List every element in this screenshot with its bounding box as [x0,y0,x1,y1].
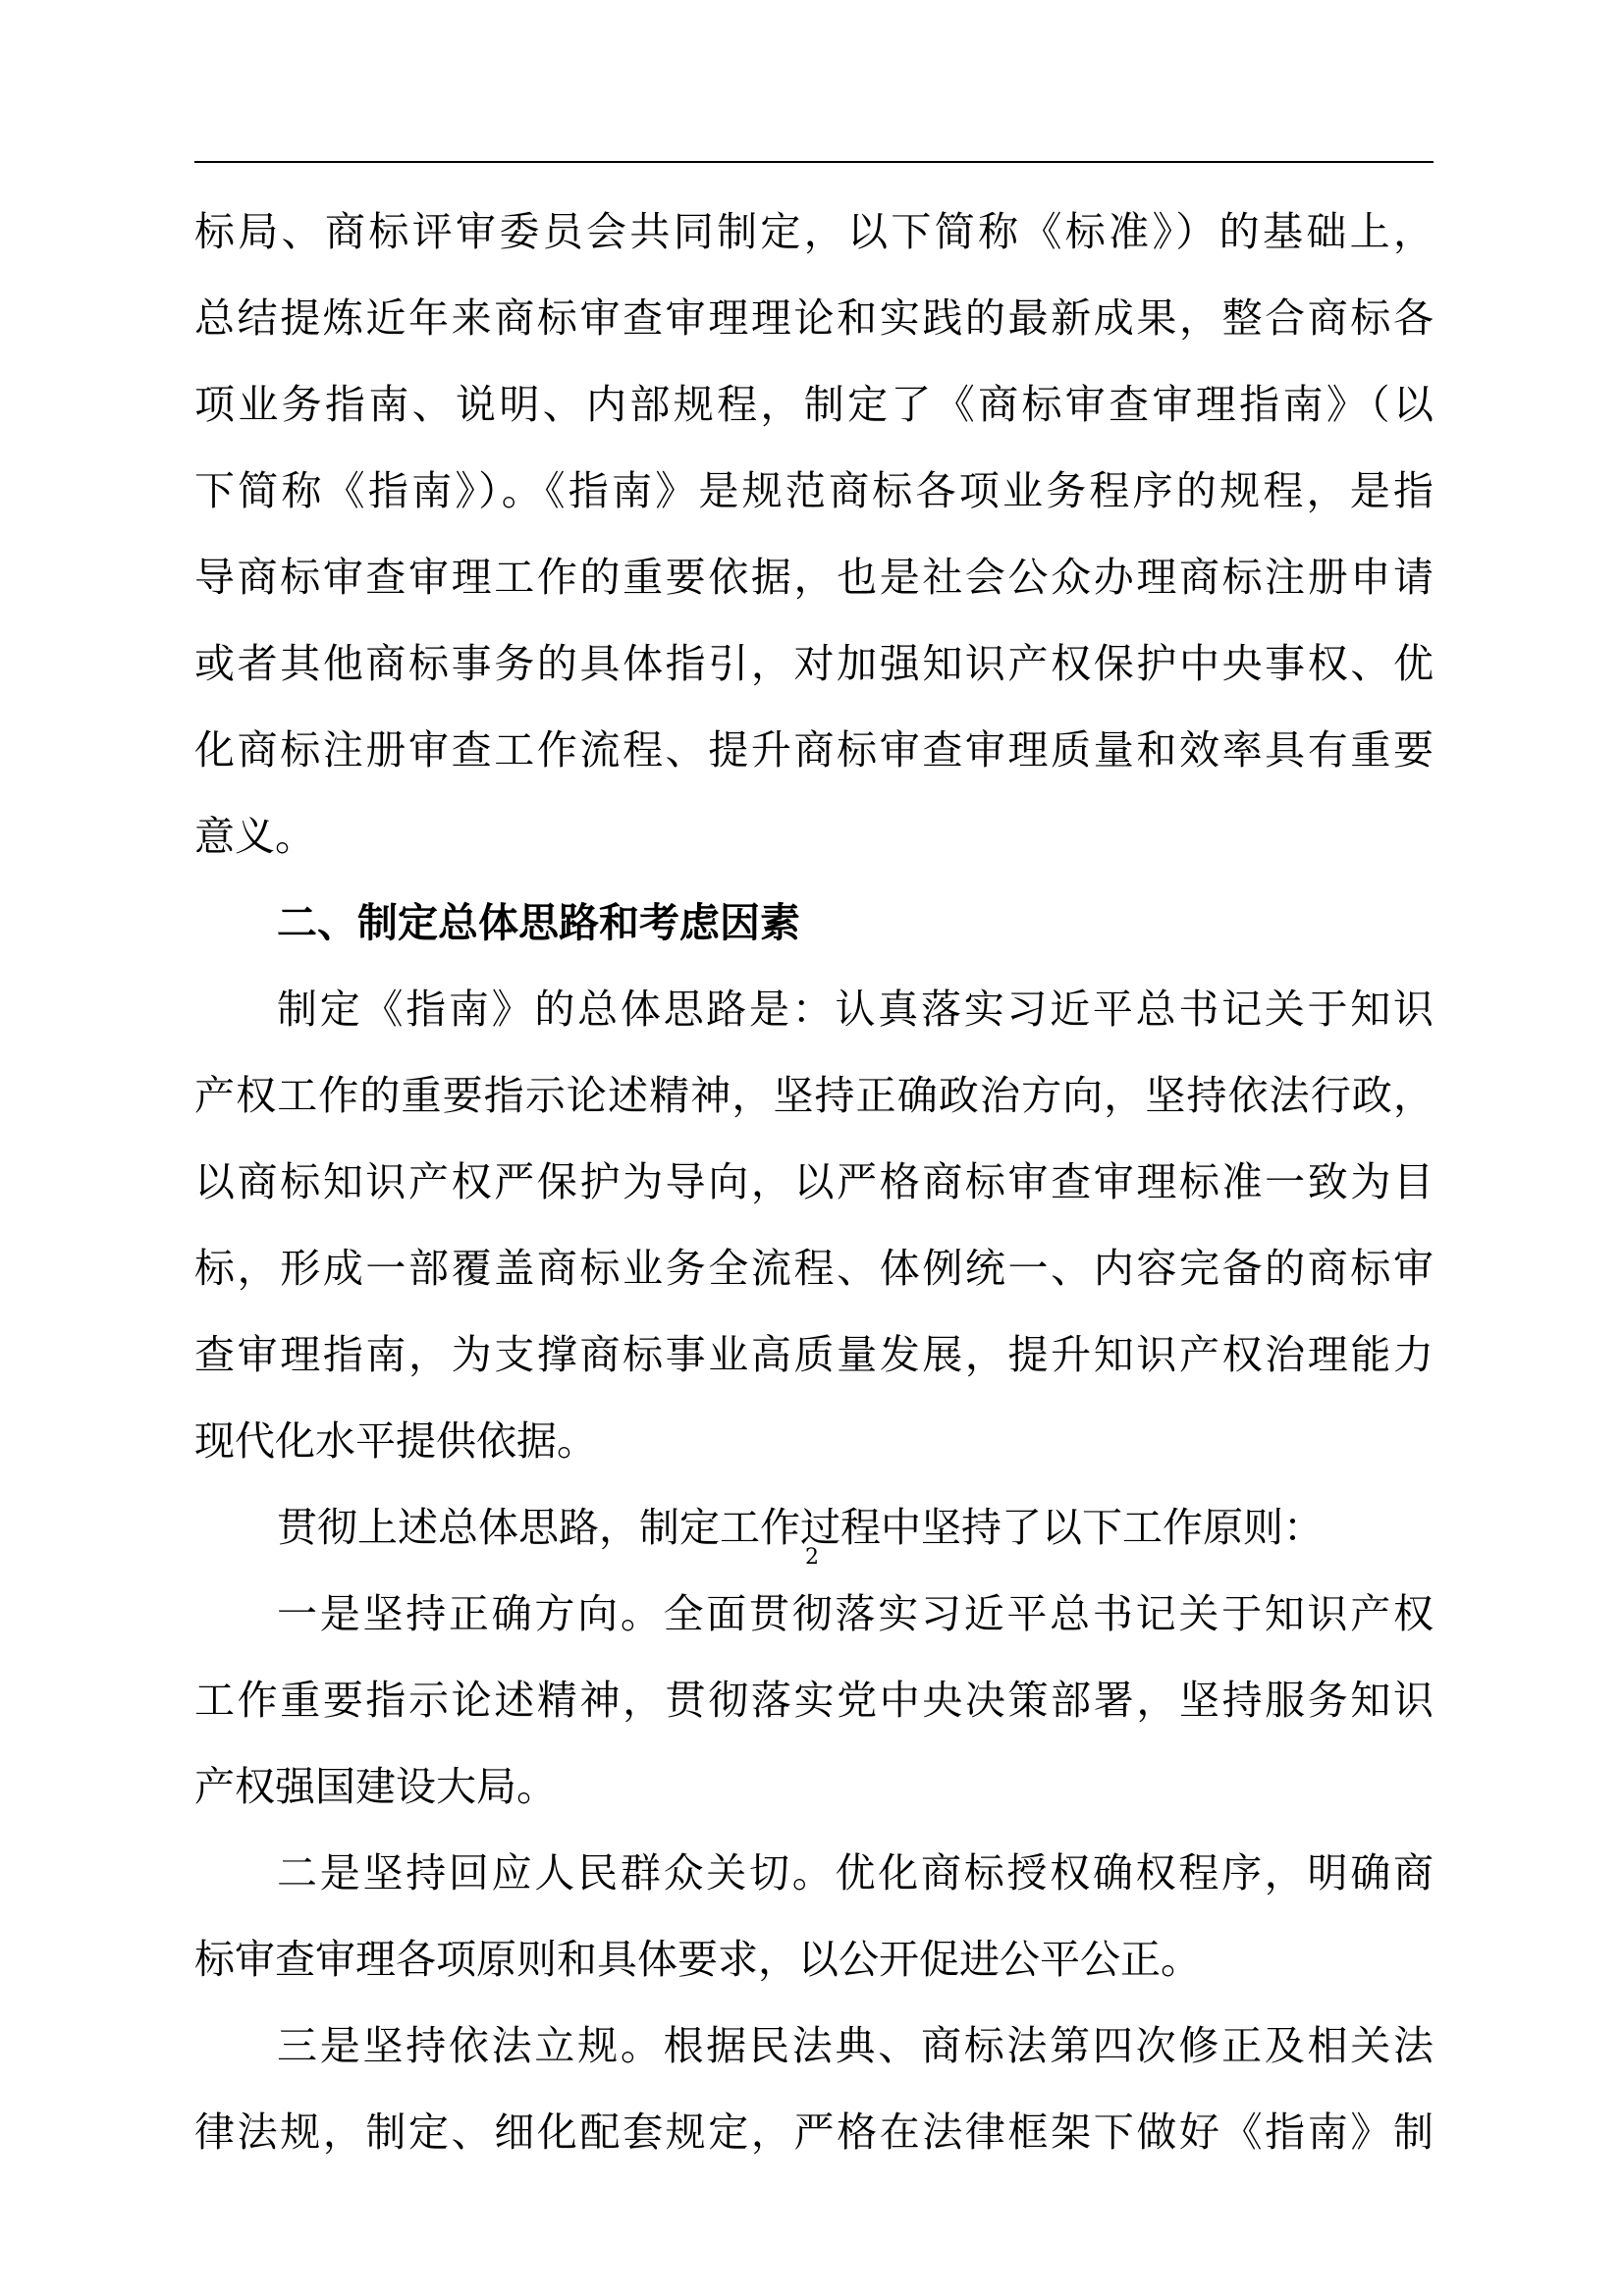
text-line: 以商标知识产权严保护为导向，以严格商标审查审理标准一致为目 [194,1158,1434,1205]
text-line: 一是坚持正确方向。全面贯彻落实习近平总书记关于知识产权 [277,1590,1434,1637]
text-line: 意义。 [194,813,315,860]
text-line: 标审查审理各项原则和具体要求，以公开促进公平公正。 [194,1936,1201,1983]
text-line: 二是坚持回应人民群众关切。优化商标授权确权程序，明确商 [277,1849,1434,1896]
text-line: 制定《指南》的总体思路是：认真落实习近平总书记关于知识 [277,986,1434,1033]
text-line: 工作重要指示论述精神，贯彻落实党中央决策部署，坚持服务知识 [194,1677,1434,1724]
text-line: 标局、商标评审委员会共同制定，以下简称《标准》）的基础上， [194,208,1434,255]
text-line: 三是坚持依法立规。根据民法典、商标法第四次修正及相关法 [277,2022,1434,2069]
text-line: 总结提炼近年来商标审查审理理论和实践的最新成果，整合商标各 [194,294,1434,342]
section-heading: 二、制定总体思路和考虑因素 [277,899,800,946]
document-body [194,188,1434,2175]
text-line: 产权强国建设大局。 [194,1763,557,1810]
text-line: 现代化水平提供依据。 [194,1417,597,1465]
page-number: 2 [805,1545,819,1570]
header-rule [194,161,1434,163]
text-line: 查审理指南，为支撑商标事业高质量发展，提升知识产权治理能力 [194,1331,1434,1378]
text-line: 化商标注册审查工作流程、提升商标审查审理质量和效率具有重要 [194,726,1434,774]
text-line: 律法规，制定、细化配套规定，严格在法律框架下做好《指南》制 [194,2109,1434,2156]
text-line: 产权工作的重要指示论述精神，坚持正确政治方向，坚持依法行政， [194,1072,1434,1119]
text-line: 项业务指南、说明、内部规程，制定了《商标审查审理指南》（以 [194,381,1434,428]
text-line: 贯彻上述总体思路，制定工作过程中坚持了以下工作原则： [277,1504,1324,1551]
text-line: 导商标审查审理工作的重要依据，也是社会公众办理商标注册申请 [194,554,1434,601]
text-line: 标，形成一部覆盖商标业务全流程、体例统一、内容完备的商标审 [194,1245,1434,1292]
text-line: 下简称《指南》）。《指南》是规范商标各项业务程序的规程，是指 [194,467,1434,514]
text-line: 或者其他商标事务的具体指引，对加强知识产权保护中央事权、优 [194,640,1434,687]
